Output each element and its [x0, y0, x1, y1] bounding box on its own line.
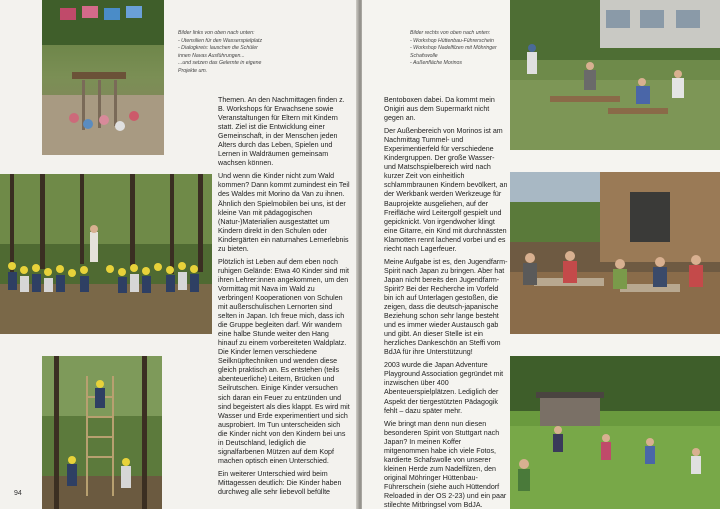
- caption-line: - Workshop Hüttenbau-Führerschein: [410, 37, 494, 44]
- caption-line: Projekte um.: [178, 67, 208, 74]
- paragraph: Und wenn die Kinder nicht zum Wald kommen? Dann kommt zumindest ein Teil des Waldes mit Morino da Van zu ihnen. Ähnlich den Spielmobilen bei uns, ist der kleine Van mit pädagogischen (Natur-)Materialien ausgestattet um Kindern direkt in den Schulen oder Kindergärten ein naturnahes Lernerlebnis zu bieten.: [218, 172, 350, 253]
- paragraph: Meine Aufgabe ist es, den Jugendfarm-Spirit nach Japan zu bringen. Aber hat Japan nicht bereits den Jugendfarm-Spirit? Bei der Recherche im Vorfeld bin ich auf Unterlagen gestoßen, die zeigen, dass die deutsch-japanische Beziehung schon sehr lange besteht und es immer wieder Austausch gab und gibt. An dieser Stelle ist ein herzliches Dankeschön an Steffi vom BdJA für ihre Unterstützung!: [384, 257, 508, 357]
- paragraph: Plötzlich ist Leben auf dem eben noch ruhigen Gelände: Etwa 40 Kinder sind mit ihren Lehrer:innen angekommen, um den Vormittag mit Nava im Wald zu verbringen! Kooperationen von Schulen mit außerschulischen Lernorten sind selten in Japan. Ich freue mich, dass ich die Gruppe begleiten darf. Wir wandern eine halbe Stunde weiter den Hang hinauf zu einem vorbereiteten Waldplatz. Die Kinder lernen verschiedene Seilknüpftechniken und wenden diese gleich praktisch an. Es entstehen (teils abenteuerliche) Leitern, Brücken und Seilrutschen. Einige Kinder versuchen sich daran ein Feuer zu entzünden und sind begeistert als dies klappt. Es wird mit Wasser und Erde experimentiert und sich ausprobiert. Im Tun unterscheiden sich die Kinder nicht von den Kindern bei uns in Deutschland, lediglich die signalfarbenen Mützen auf dem Kopf machen optisch einen Unterschied.: [218, 257, 350, 465]
- caption-line: Bilder links von oben nach unten:: [178, 30, 255, 36]
- caption-line: - Dialogkreis: lauschen die Schüler: [178, 45, 258, 52]
- left-body-text: [218, 96, 350, 501]
- caption-line: - Außenfläche Morinos: [410, 60, 462, 67]
- caption-line: innen Navas Ausführungen...: [178, 52, 245, 59]
- photo-water-playground-utensils: [42, 0, 164, 155]
- right-page: [362, 0, 720, 509]
- caption-line: - Utensilien für den Wasserspielplatz: [178, 37, 263, 44]
- page-number: 94: [14, 490, 22, 497]
- photo-felting-workshop: [510, 172, 720, 334]
- paragraph: Themen. An den Nachmittagen finden z. B. Workshops für Erwachsene sowie Veranstaltungen für Eltern mit Kindern statt. Ziel ist die Entwicklung einer Gemeinschaft, in der Menschen jeden Alters durch das Leben, Spielen und Lernen in Waldräumen gemeinsam wachsen können.: [218, 96, 345, 168]
- photo-hut-building-workshop: [510, 0, 720, 150]
- photo-outdoor-area: [510, 356, 720, 509]
- paragraph: 2003 wurde die Japan Adventure Playground Association gegründet mit inzwischen über 400 Abenteuerspielplätzen. Lediglich der Aspekt der tiergestützten Pädagogik fehlt – dazu später mehr.: [384, 361, 504, 415]
- caption-line: ...und setzen das Gelernte in eigene: [178, 60, 262, 67]
- paragraph: Ein weiterer Unterschied wird beim Mittagessen deutlich: Die Kinder haben durchweg alle sehr liebevoll befüllte: [218, 469, 342, 496]
- caption-line: - Workshop Nadelfilzen mit Möhringer: [410, 45, 497, 52]
- paragraph: Bentoboxen dabei. Da kommt mein Onigiri aus dem Supermarkt nicht gegen an.: [384, 96, 495, 123]
- left-page: [0, 0, 358, 509]
- left-photo-caption: [178, 30, 298, 76]
- right-photo-caption: [410, 30, 520, 68]
- right-body-text: [384, 96, 508, 509]
- caption-line: Schafswolle: [410, 52, 438, 59]
- photo-rope-ladder: [42, 356, 162, 509]
- photo-children-forest-circle: [0, 174, 212, 334]
- caption-line: Bilder rechts von oben nach unten:: [410, 30, 491, 36]
- paragraph: Wie bringt man denn nun diesen besonderen Spirit von Stuttgart nach Japan? In meinen Koffer mitgenommen habe ich viele Fotos, kardierte Schafswolle von unserer kleinen Herde zum Nadelfilzen, den original Möhringer Hüttenbau-Führerschein (siehe auch Hüttendorf Reloaded in der OS 2-23) und ein paar stilechte Mitbringsel vom BdJA.: [384, 419, 507, 509]
- paragraph: Der Außenbereich von Morinos ist am Nachmittag Tummel- und Experimentierfeld für verschiedene Kindergruppen. Der große Wasser- und Matschspielbereich wird nach kurzer Zeit von einheitlich schlammbraunen Kindern bevölkert, an der Werkbank werden Werkzeuge für Bauprojekte ausgeliehen, auf der Freifläche wird Leitergolf gespielt und gepicknickt. Von irgendwoher klingt eine Gitarre, ein Kind mit durchnässten Klamotten rennt lachend vorbei und es riecht nach Lagerfeuer.: [384, 127, 508, 253]
